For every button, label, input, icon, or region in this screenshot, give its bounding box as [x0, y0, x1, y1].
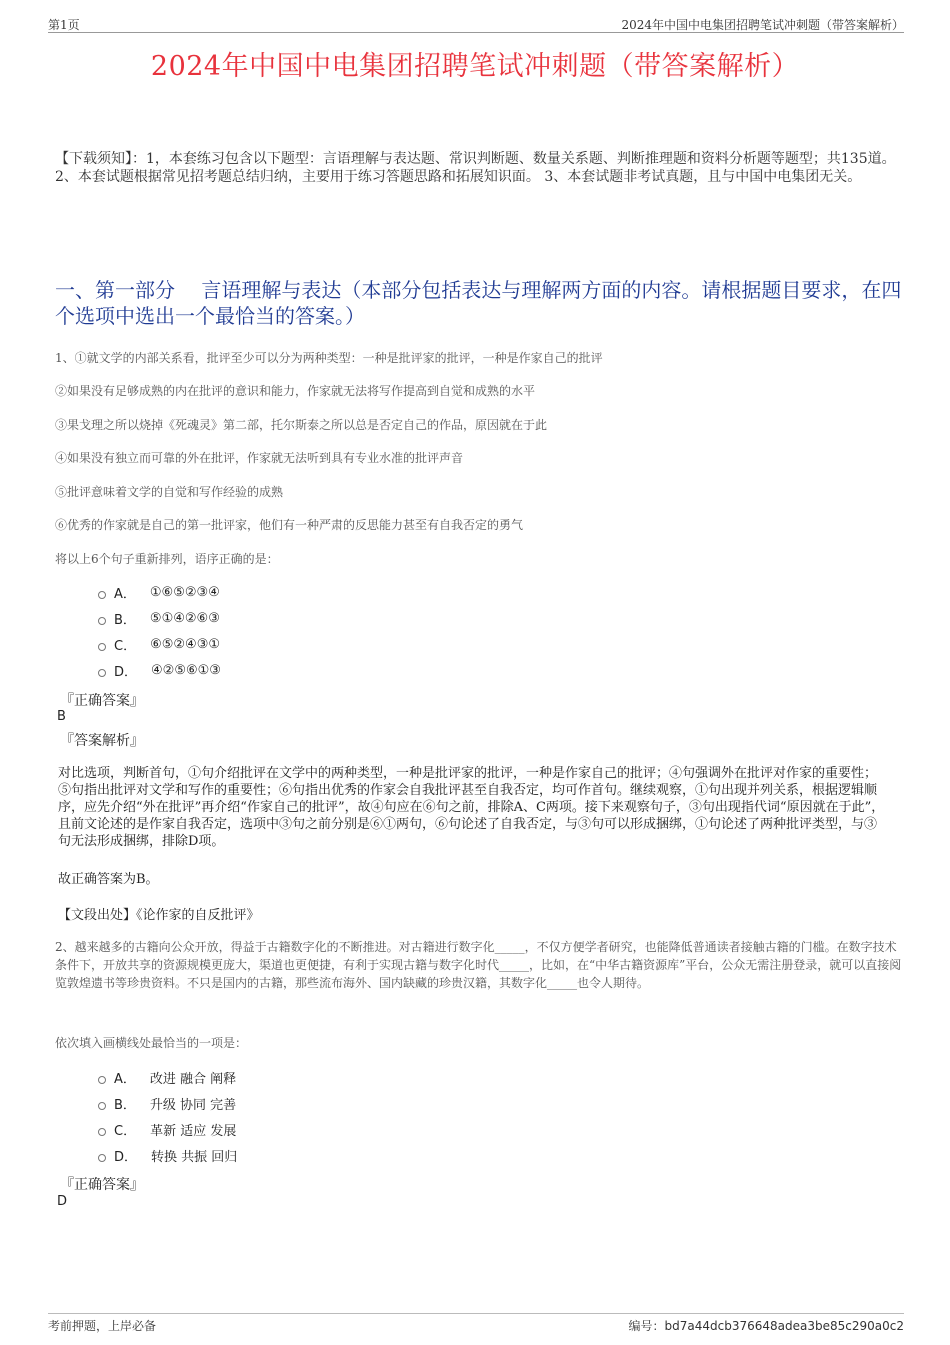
radio-icon[interactable]: [98, 669, 106, 677]
q2-option-b[interactable]: [98, 1090, 237, 1116]
option-text: ⑥⑤②④③①: [150, 636, 221, 652]
option-text: 转换 共振 回归: [151, 1149, 238, 1165]
q2-prompt: 依次填入画横线处最恰当的一项是：: [55, 1036, 248, 1050]
option-letter: C．: [114, 1123, 137, 1139]
page-footer: [48, 1313, 904, 1334]
radio-icon[interactable]: [98, 1076, 106, 1084]
option-text: ④②⑤⑥①③: [151, 662, 221, 678]
q1-sentence-3: ③果戈理之所以烧掉《死魂灵》第二部，托尔斯泰之所以总是否定自己的作品，原因就在于此: [55, 418, 548, 432]
option-text: 革新 适应 发展: [150, 1123, 237, 1139]
page-header: [48, 14, 904, 33]
q2-answer-label: 『正确答案』: [60, 1177, 144, 1193]
radio-icon[interactable]: [98, 617, 106, 625]
radio-icon[interactable]: [98, 643, 106, 651]
section-title: 一、第一部分 言语理解与表达（本部分包括表达与理解两方面的内容。请根据题目要求，在四个选项中选出一个最恰当的答案。）: [55, 278, 902, 328]
q1-sentence-4: ④如果没有独立而可靠的外在批评，作家就无法听到具有专业水准的批评声音: [55, 451, 464, 465]
option-letter: B．: [114, 612, 136, 628]
option-letter: C．: [114, 638, 137, 654]
footer-code: bd7a44dcb376648adea3be85c290a0c2: [664, 1319, 904, 1333]
q1-sentence-6: ⑥优秀的作家就是自己的第一批评家，他们有一种严肃的反思能力甚至有自我否定的勇气: [55, 518, 524, 532]
q1-prompt: 将以上6个句子重新排列，语序正确的是：: [55, 552, 279, 566]
q2-options: [98, 1064, 237, 1168]
radio-icon[interactable]: [98, 1154, 106, 1162]
q1-answer: B: [57, 709, 66, 724]
q1-source: 【文段出处】《论作家的自反批评》: [58, 908, 260, 923]
q1-sentence-5: ⑤批评意味着文学的自觉和写作经验的成熟: [55, 485, 284, 499]
q2-option-a[interactable]: [98, 1064, 237, 1090]
option-letter: A．: [114, 586, 136, 602]
page-number: 第1页: [48, 18, 80, 32]
footer-code-label: 编号：: [628, 1319, 665, 1333]
q1-answer-label: 『正确答案』: [60, 693, 144, 709]
option-letter: D．: [114, 664, 138, 680]
q2-option-d[interactable]: [98, 1142, 237, 1168]
option-letter: D．: [114, 1149, 138, 1165]
q1-sentence-1: 1、①就文学的内部关系看，批评至少可以分为两种类型：一种是批评家的批评，一种是作家自己的批评: [55, 351, 603, 365]
download-notice: 【下载须知】：1，本套练习包含以下题型：言语理解与表达题、常识判断题、数量关系题、判断推理题和资料分析题等题型；共135道。 2、本套试题根据常见招考题总结归纳，主要用于练习答题思路和拓展知识面。 3、本套试题非考试真题，且与中国中电集团无关。: [55, 151, 896, 185]
footer-code-block: [629, 1317, 904, 1334]
document-title: 2024年中国中电集团招聘笔试冲刺题（带答案解析）: [150, 51, 800, 82]
q2-option-c[interactable]: [98, 1116, 237, 1142]
q1-sentence-2: ②如果没有足够成熟的内在批评的意识和能力，作家就无法将写作提高到自觉和成熟的水平: [55, 384, 536, 398]
q2-stem: 2、越来越多的古籍向公众开放，得益于古籍数字化的不断推进。对古籍进行数字化_____，不仅方便学者研究，也能降低普通读者接触古籍的门槛。在数字技术条件下，开放共享的资源规模更庞大，渠道也更便捷，有利于实现古籍与数字化时代_____，比如，在“中华古籍资源库”平台，公众无需注册登录，就可以直接阅览敦煌遗书等珍贵资料。不只是国内的古籍，那些流布海外、国内缺藏的珍贵汉籍，其数字化_____也令人期待。: [55, 940, 902, 990]
q1-option-c[interactable]: [98, 631, 221, 657]
q1-option-d[interactable]: [98, 657, 221, 683]
footer-slogan: 考前押题，上岸必备: [48, 1319, 157, 1333]
q1-options: [98, 579, 221, 683]
q1-option-b[interactable]: [98, 605, 221, 631]
option-letter: B．: [114, 1097, 136, 1113]
radio-icon[interactable]: [98, 591, 106, 599]
option-letter: A．: [114, 1071, 136, 1087]
option-text: ⑤①④②⑥③: [149, 610, 220, 626]
option-text: 改进 融合 阐释: [149, 1071, 237, 1087]
header-doc-name: 2024年中国中电集团招聘笔试冲刺题（带答案解析）: [621, 18, 904, 32]
q1-analysis-label: 『答案解析』: [60, 733, 144, 749]
q1-option-a[interactable]: [98, 579, 221, 605]
radio-icon[interactable]: [98, 1102, 106, 1110]
radio-icon[interactable]: [98, 1128, 106, 1136]
option-text: ①⑥⑤②③④: [149, 584, 220, 600]
q1-analysis: 对比选项，判断首句，①句介绍批评在文学中的两种类型，一种是批评家的批评，一种是作家自己的批评；④句强调外在批评对作家的重要性；⑤句指出批评对文学和写作的重要性；⑥句指出优秀的作家会自我批评甚至自我否定，均可作首句。继续观察，①句出现并列关系，根据逻辑顺序，应先介绍“外在批评”再介绍“作家自己的批评”，故④句应在⑥句之前，排除A、C两项。接下来观察句子，③句出现指代词“原因就在于此”，且前文论述的是作家自我否定，选项中③句之前分别是⑥①两句，⑥句论述了自我否定，与③句可以形成捆绑，①句论述了两种批评类型，与③句无法形成捆绑，排除D项。: [58, 766, 885, 849]
q2-answer: D: [57, 1194, 68, 1209]
q1-conclusion: 故正确答案为B。: [58, 872, 159, 887]
option-text: 升级 协同 完善: [149, 1097, 237, 1113]
